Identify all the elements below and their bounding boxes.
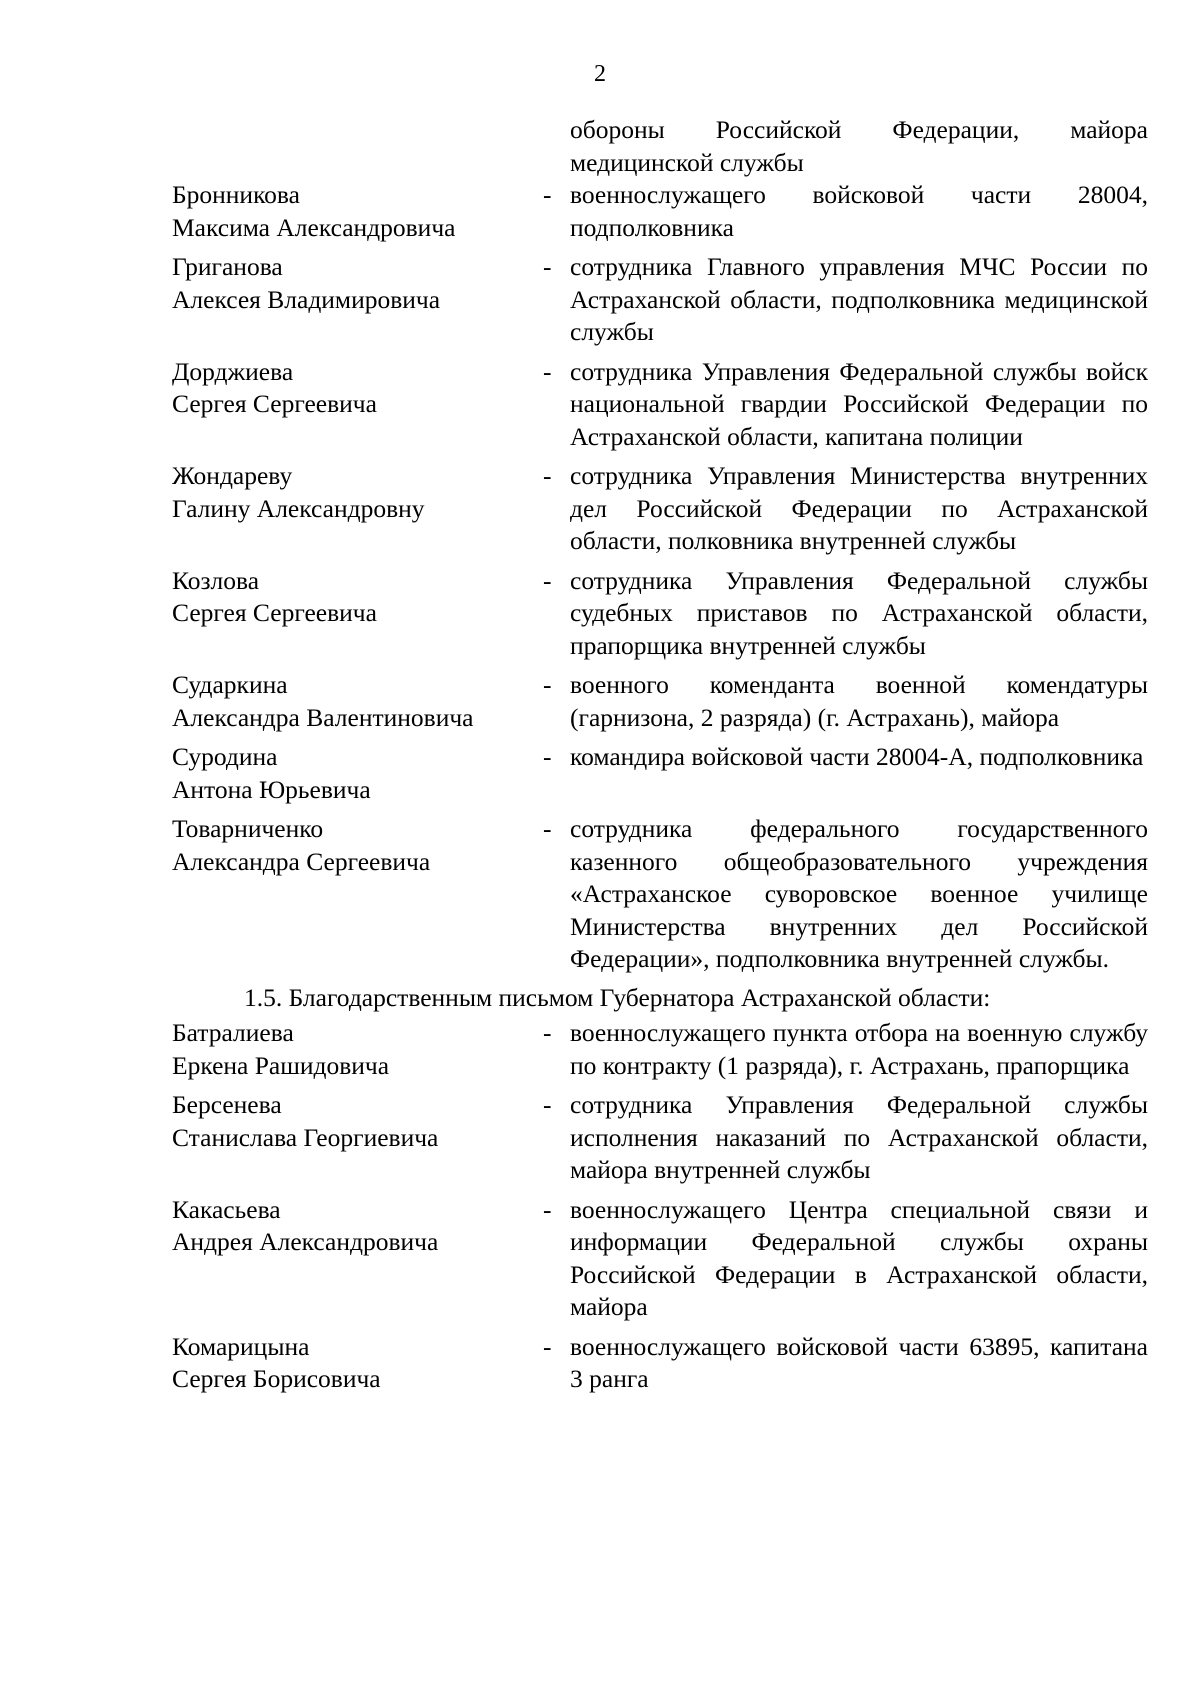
person-entry — [172, 1194, 1148, 1324]
person-entry — [172, 356, 1148, 454]
award-list-section-gratitude — [172, 1017, 1148, 1396]
person-surname: Дорджиева — [172, 356, 294, 386]
person-description: сотрудника Управления Федеральной службы войск национальной гвардии Российской Федерации по Астраханской области, капитана полиции — [570, 356, 1148, 451]
person-description: военнослужащего войсковой части 28004, подполковника — [570, 180, 1148, 242]
person-given-names: Андрея Александровича — [172, 1227, 439, 1256]
entry-dash: - — [543, 1194, 552, 1224]
person-description: военнослужащего пункта отбора на военную службу по контракту (1 разряда), г. Астрахань, прапорщика — [570, 1018, 1148, 1080]
person-description: сотрудника федерального государственного казенного общеобразовательного учреждения «Астраханское суворовское военное училище Министерства внутренних дел Российской Федерации», подполковника внутренней службы. — [570, 814, 1148, 973]
person-entry — [172, 179, 1148, 244]
entry-dash: - — [543, 1018, 552, 1047]
entry-dash: - — [543, 1090, 552, 1119]
person-given-names: Александра Сергеевича — [172, 846, 431, 876]
person-description: военнослужащего войсковой части 63895, капитана 3 ранга — [570, 1331, 1148, 1393]
award-list-section — [172, 179, 1148, 976]
person-description: сотрудника Управления Министерства внутренних дел Российской Федерации по Астраханской области, полковника внутренней службы — [570, 461, 1148, 555]
person-surname: Суродина — [172, 742, 278, 771]
entry-dash: - — [543, 565, 552, 595]
person-description: сотрудника Управления Федеральной службы судебных приставов по Астраханской области, прапорщика внутренней службы — [570, 565, 1148, 660]
person-surname: Сударкина — [172, 670, 288, 699]
entry-dash: - — [543, 670, 552, 699]
person-name — [172, 1017, 540, 1082]
person-entry — [172, 813, 1148, 976]
person-description: командира войсковой части 28004-А, подполковника — [570, 742, 1144, 771]
person-entry — [172, 669, 1148, 734]
person-name — [172, 813, 540, 976]
person-surname: Козлова — [172, 565, 260, 595]
entry-dash: - — [543, 356, 552, 386]
person-entry — [172, 741, 1148, 806]
person-description: сотрудника Управления Федеральной службы исполнения наказаний по Астраханской области, майора внутренней службы — [570, 1090, 1148, 1184]
person-given-names: Станислава Георгиевича — [172, 1122, 439, 1152]
person-surname: Григанова — [172, 252, 283, 281]
entry-dash: - — [543, 1331, 552, 1361]
entry-dash: - — [543, 252, 552, 281]
person-given-names: Сергея Сергеевича — [172, 598, 377, 627]
entry-dash: - — [543, 180, 552, 209]
person-given-names: Сергея Сергеевича — [172, 389, 377, 418]
entry-dash: - — [543, 814, 552, 843]
person-name — [172, 251, 540, 349]
person-name — [172, 356, 540, 454]
person-given-names: Максима Александровича — [172, 212, 456, 242]
person-description: военнослужащего Центра специальной связи и информации Федеральной службы охраны Российской Федерации в Астраханской области, майора — [570, 1194, 1148, 1321]
person-surname: Берсенева — [172, 1090, 282, 1119]
person-given-names: Сергея Борисовича — [172, 1364, 381, 1393]
person-surname: Какасьева — [172, 1194, 281, 1224]
continuation-text: обороны Российской Федерации, майора медицинской службы — [570, 115, 1148, 177]
person-entry — [172, 1331, 1148, 1396]
person-name — [172, 460, 540, 558]
person-given-names: Алексея Владимировича — [172, 284, 441, 314]
person-given-names: Еркена Рашидовича — [172, 1050, 390, 1080]
person-entry — [172, 1089, 1148, 1187]
person-name — [172, 741, 540, 806]
entry-dash: - — [543, 742, 552, 771]
person-description: военного коменданта военной комендатуры (гарнизона, 2 разряда) (г. Астрахань), майора — [570, 670, 1148, 732]
person-given-names: Александра Валентиновича — [172, 702, 474, 732]
person-surname: Товарниченко — [172, 814, 324, 843]
section-heading: 1.5. Благодарственным письмом Губернатора Астраханской области: — [244, 982, 991, 1012]
person-given-names: Антона Юрьевича — [172, 774, 371, 804]
person-surname: Бронникова — [172, 180, 300, 209]
person-description: сотрудника Главного управления МЧС России по Астраханской области, подполковника медицинской службы — [570, 252, 1148, 346]
document-body — [172, 114, 1148, 1396]
person-name — [172, 1331, 540, 1396]
person-name — [172, 1194, 540, 1324]
entry-dash: - — [543, 461, 552, 490]
person-surname: Батралиева — [172, 1018, 294, 1047]
person-name — [172, 565, 540, 663]
person-surname: Жондареву — [172, 461, 293, 490]
person-entry — [172, 1017, 1148, 1082]
person-surname: Комарицына — [172, 1331, 310, 1361]
person-name — [172, 179, 540, 244]
person-entry — [172, 565, 1148, 663]
person-entry — [172, 251, 1148, 349]
person-entry — [172, 460, 1148, 558]
person-given-names: Галину Александровну — [172, 493, 425, 523]
person-name — [172, 1089, 540, 1187]
person-name — [172, 669, 540, 734]
page-number: 2 — [594, 61, 606, 87]
